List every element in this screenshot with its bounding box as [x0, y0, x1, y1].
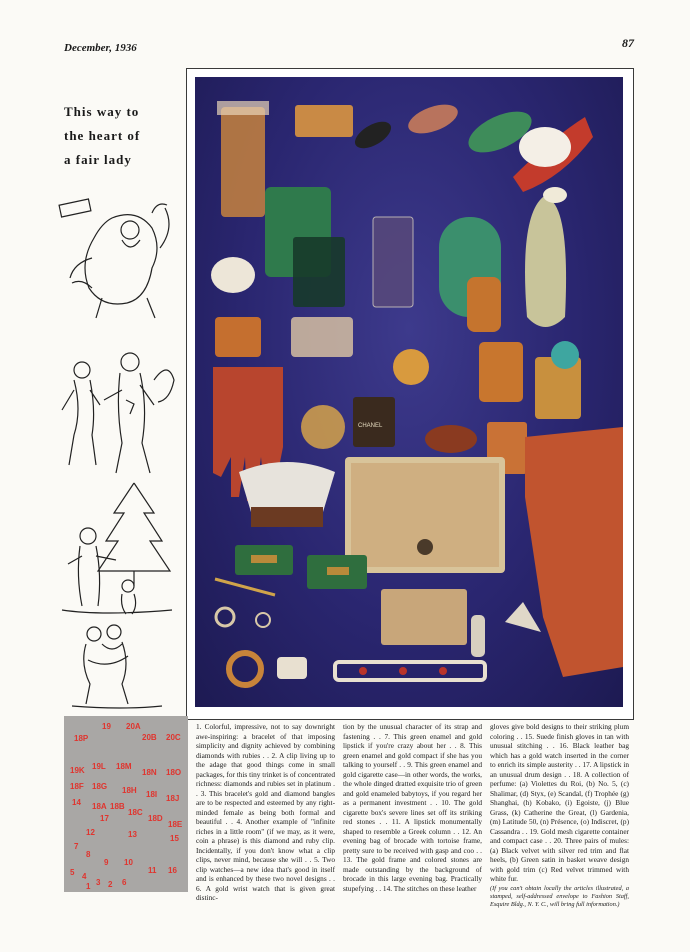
key-number: 14: [72, 798, 81, 807]
key-number: 16: [168, 866, 177, 875]
key-number: 18J: [166, 794, 180, 803]
key-number: 18N: [142, 768, 157, 777]
article-paragraph: 1. Colorful, impressive, not to say downright awe-inspiring: a bracelet of that imposing simplicity and dignity achieved by combining diamonds with rubies . . 2. A clip living up to the adage that good things come in small packages, for this tiny trinket is of concentrated richness: diamonds and rubies set in platinum . . 3. This bracelet's gold and diamond bangles are to be respected and esteemed by any right-minded female as being both formal and beautiful . . 4. Another example of "infinite riches in a little room" (if we may, as it were, coin a phrase) is this diamond and ruby clip. Incidentally, if you don't know what a clip clips, never mind, because she will . . 5. Two clip watches—a new idea that's good in itself and is enhanced by these two novel designs . . 6. A gold wrist watch that is given great distinc-: [196, 722, 336, 902]
key-number: 3: [96, 878, 101, 887]
key-number: 1: [86, 882, 91, 891]
article-column-2: [343, 722, 482, 909]
key-number: 19K: [70, 766, 85, 775]
article-paragraph: gloves give bold designs to their striking plum coloring . . 15. Suede finish gloves in tan with unusual stitching . . 16. Black leather bag which has a gold watch inserted in the corner to enrich its simple austerity . . 17. A lipstick in an unusual drum design . . 18. A collection of perfume: (a) Violettes du Roi, (b) No. 5, (c) Shalimar, (d) Styx, (e) Scandal, (f) Trophée (g) Shanghai, (h) Kobako, (i) Egoiste, (j) Blue Grass, (k) Catherine the Great, (l) Gardenia, (m) Latitude 50, (n) Présence, (o) Indiscret, (p) Cassandra . . 19. Gold mesh cigarette container and compact case . . 20. Three pairs of mules: (a) Black velvet with silver red trim and flat heels, (b) Green satin in basket weave design with gold trim (c) Red velvet trimmed with white fur.: [490, 722, 629, 883]
article-paragraph: tion by the unusual character of its strap and fastening . . 7. This green enamel and gold lipstick if you're crazy about her . . 8. This green enamel and gold compact if she has you talking to yourself . . 9. This green enamel and gold cigarette case—in other words, the works, the whole dinged dratted exquisite trio of green and gold enameled babytoys, if you regard her as a permanent investment . . 10. The gold cigarette box's severe lines set off its striking red stones . . 11. A lipstick monumentally shaped to resemble a Greek column . . 12. An evening bag of brocade with tortoise frame, pretty sure to be received with gasp and coo . . 13. The gold frame and colored stones are made outstanding by the background of brocade in this large evening bag. Practically stupefying . . 14. The stitches on these leather: [343, 722, 482, 893]
key-number: 9: [104, 858, 109, 867]
key-number: 18P: [74, 734, 89, 743]
key-number: 18H: [122, 786, 137, 795]
tree-sketch-icon: [52, 478, 178, 618]
key-number: 6: [122, 878, 127, 887]
product-photograph-frame: [186, 68, 634, 720]
key-number: 18B: [110, 802, 125, 811]
key-number: 8: [86, 850, 91, 859]
key-number: 18G: [92, 782, 108, 791]
key-number: 18C: [128, 808, 143, 817]
headline-line: This way to: [64, 104, 140, 119]
key-number: 2: [108, 880, 113, 889]
issue-date: December, 1936: [64, 42, 137, 54]
couple-sketch-icon: [52, 340, 178, 480]
key-number: 17: [100, 814, 109, 823]
key-number: 20C: [166, 733, 181, 742]
key-number: 12: [86, 828, 95, 837]
key-number: 20A: [126, 722, 141, 731]
key-number: 5: [70, 868, 75, 877]
headline: [64, 100, 174, 172]
key-number: 13: [128, 830, 137, 839]
product-photograph: [195, 77, 623, 707]
article-column-3: [490, 722, 629, 909]
key-number: 18I: [146, 790, 158, 799]
headline-line: the heart of: [64, 128, 141, 143]
embrace-sketch-icon: [52, 620, 178, 710]
article-footnote: (If you can't obtain locally the articles illustrated, a stamped, self-addressed envelope to Fashion Staff, Esquire Bldg., N. Y. C., will bring full information.): [490, 884, 629, 908]
gift-items-illustration: [195, 77, 623, 707]
key-number: 18A: [92, 802, 107, 811]
key-number: 4: [82, 872, 87, 881]
key-number: 20B: [142, 733, 157, 742]
chanel-label: CHANEL: [358, 423, 383, 429]
key-number: 15: [170, 834, 179, 843]
key-number: 18M: [116, 762, 132, 771]
article-text: [196, 722, 630, 909]
page-number: 87: [622, 36, 634, 50]
key-number: 18O: [166, 768, 182, 777]
santa-sketch-icon: [52, 188, 178, 328]
headline-line: a fair lady: [64, 152, 132, 167]
key-number: 19L: [92, 762, 106, 771]
key-number: 18E: [168, 820, 183, 829]
article-column-1: [196, 722, 335, 909]
item-key-diagram: [64, 716, 188, 892]
key-number: 19: [102, 722, 111, 731]
key-number: 11: [148, 866, 157, 875]
key-number: 18D: [148, 814, 163, 823]
key-number: 7: [74, 842, 79, 851]
key-number: 10: [124, 858, 133, 867]
key-number: 18F: [70, 782, 84, 791]
